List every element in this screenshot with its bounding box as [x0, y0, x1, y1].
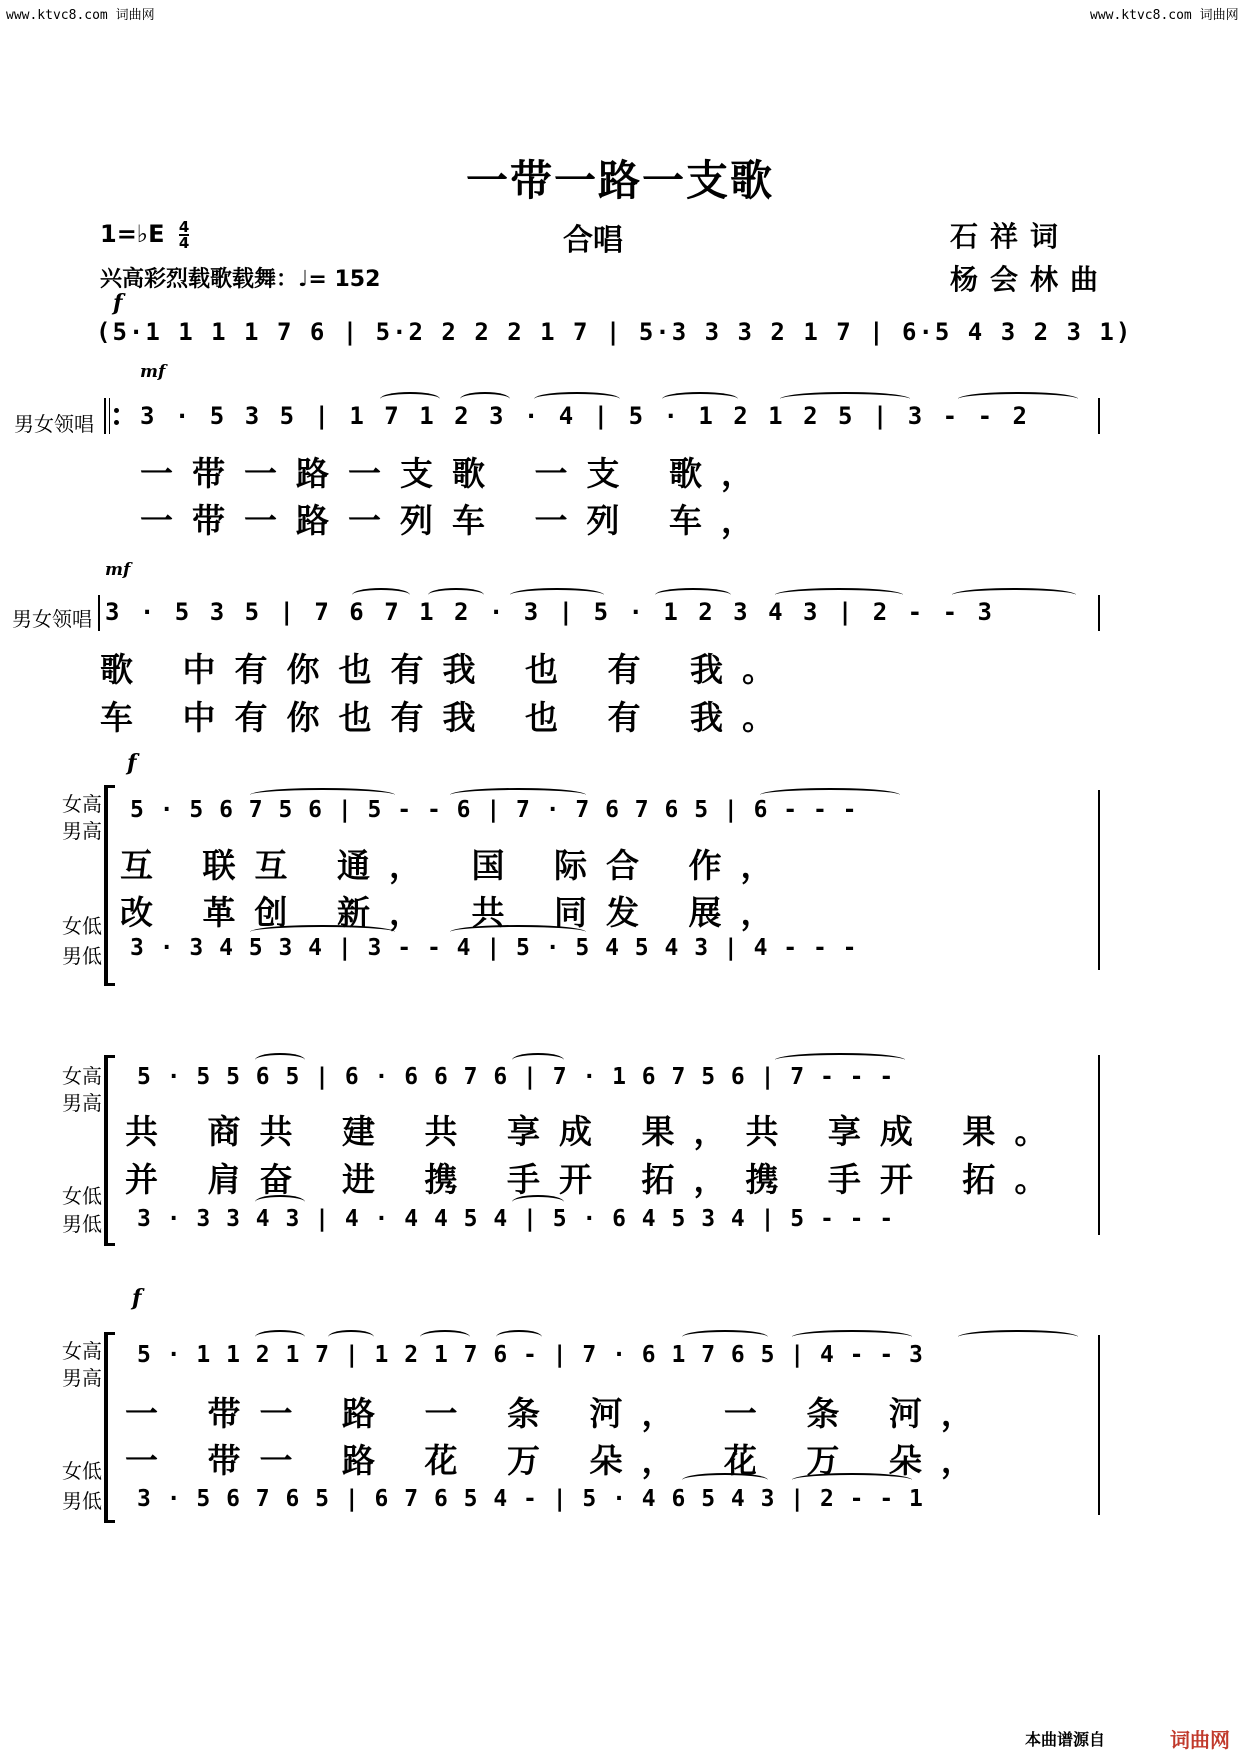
- slur: [496, 1330, 542, 1344]
- part-label: 男女领唱: [12, 607, 92, 631]
- dynamic-mark: f: [113, 290, 123, 316]
- lyric-line-2: 一带一路一列车 一列 车，: [140, 501, 773, 540]
- slur: [775, 1053, 905, 1067]
- choir-bracket: [104, 785, 115, 986]
- lyric-line-2: 改 革创 新， 共 同发 展，: [120, 893, 793, 932]
- slur: [352, 588, 410, 602]
- choir-bracket: [104, 1332, 115, 1523]
- final-barline: [1098, 1335, 1100, 1515]
- header-left: www.ktvc8.com 词曲网: [6, 8, 155, 23]
- slur: [255, 1330, 305, 1344]
- slur: [682, 1330, 768, 1344]
- slur: [958, 392, 1078, 406]
- lyric-line-1: 共 商共 建 共 享成 果，共 享成 果。: [125, 1112, 1067, 1151]
- lower-notes: 3 · 3 4 5 3 4 | 3 - - 4 | 5 · 5 4 5 4 3 | 4 - - -: [130, 935, 858, 961]
- slur: [380, 392, 440, 406]
- tempo-marking: 兴高彩烈载歌载舞：♩= 152: [100, 267, 381, 292]
- upper-notes: 5 · 5 6 7 5 6 | 5 - - 6 | 7 · 7 6 7 6 5 | 6 - - -: [130, 797, 858, 823]
- lyric-line-2: 并 肩奋 进 携 手开 拓，携 手开 拓。: [125, 1160, 1067, 1199]
- footer-brand[interactable]: 词曲网: [1170, 1728, 1230, 1752]
- slur: [512, 1053, 564, 1067]
- slur: [255, 1053, 305, 1067]
- solo-notes: 3 · 5 3 5 | 1 7 1 2 3 · 4 | 5 · 1 2 1 2 5 | 3 - - 2: [140, 402, 1030, 430]
- part-label: 男低: [62, 1212, 102, 1236]
- dynamic-mark: mf: [105, 560, 131, 580]
- repeat-dot: [114, 420, 119, 425]
- slur: [328, 1330, 374, 1344]
- lyricist-credit: 石祥词: [950, 220, 1071, 253]
- footer-source: 本曲谱源自: [1025, 1730, 1106, 1749]
- slur: [460, 392, 510, 406]
- slur: [655, 588, 731, 602]
- slur: [250, 788, 395, 802]
- part-label: 男高: [62, 819, 102, 843]
- part-label: 女低: [62, 914, 102, 938]
- slur: [510, 588, 604, 602]
- repeat-barline: [109, 398, 110, 434]
- key-signature: 1=♭E $\frac{4}{4}$: [100, 218, 190, 252]
- final-barline: [1098, 790, 1100, 970]
- lyric-line-1: 一带一路一支歌 一支 歌，: [140, 454, 773, 493]
- dynamic-mark: mf: [140, 362, 166, 382]
- part-label: 男高: [62, 1366, 102, 1390]
- repeat-barline: [104, 398, 106, 434]
- time-top: 4: [178, 218, 190, 236]
- lyric-line-1: 歌 中有你也有我 也 有 我。: [100, 650, 794, 689]
- part-label: 女高: [62, 792, 102, 816]
- slur: [534, 392, 620, 406]
- repeat-dot: [114, 408, 119, 413]
- lower-notes: 3 · 3 3 4 3 | 4 · 4 4 5 4 | 5 · 6 4 5 3 4 | 5 - - -: [137, 1206, 895, 1232]
- slur: [420, 1330, 470, 1344]
- header-right: www.ktvc8.com 词曲网: [1090, 8, 1239, 23]
- final-barline: [1098, 595, 1100, 631]
- upper-notes: 5 · 5 5 6 5 | 6 · 6 6 7 6 | 7 · 1 6 7 5 6 | 7 - - -: [137, 1064, 895, 1090]
- part-label: 男女领唱: [14, 412, 94, 436]
- slur: [682, 1473, 768, 1487]
- time-bottom: 4: [178, 234, 190, 252]
- slur: [428, 588, 484, 602]
- part-label: 女高: [62, 1064, 102, 1088]
- slur: [780, 392, 910, 406]
- choir-bracket: [104, 1055, 115, 1246]
- slur: [450, 788, 586, 802]
- part-label: 男低: [62, 1489, 102, 1513]
- part-label: 女高: [62, 1339, 102, 1363]
- lyric-line-1: 一 带一 路 一 条 河， 一 条 河，: [125, 1394, 993, 1433]
- part-label: 女低: [62, 1459, 102, 1483]
- dynamic-mark: f: [127, 750, 137, 776]
- final-barline: [1098, 398, 1100, 434]
- slur: [958, 1330, 1078, 1344]
- dynamic-mark: f: [132, 1285, 142, 1311]
- song-subtitle: 合唱: [563, 223, 623, 258]
- lyric-line-2: 一 带一 路 花 万 朵， 花 万 朵，: [125, 1441, 993, 1480]
- part-label: 男高: [62, 1091, 102, 1115]
- slur: [952, 588, 1076, 602]
- intro-notes: (5·1 1 1 1 7 6 | 5·2 2 2 2 1 7 | 5·3 3 3 2 1 7 | 6·5 4 3 2 3 1): [96, 318, 1133, 346]
- composer-credit: 杨会林曲: [950, 263, 1111, 296]
- solo-notes: 3 · 5 3 5 | 7 6 7 1 2 · 3 | 5 · 1 2 3 4 3 | 2 - - 3: [105, 598, 995, 626]
- slur: [792, 1330, 912, 1344]
- slur: [792, 1473, 912, 1487]
- start-barline: [98, 595, 100, 631]
- lyric-line-1: 互 联互 通， 国 际合 作，: [120, 846, 793, 885]
- song-title: 一带一路一支歌: [465, 156, 774, 205]
- lower-notes: 3 · 5 6 7 6 5 | 6 7 6 5 4 - | 5 · 4 6 5 4 3 | 2 - - 1: [137, 1486, 924, 1512]
- slur: [760, 788, 900, 802]
- slur: [775, 588, 903, 602]
- lyric-line-2: 车 中有你也有我 也 有 我。: [100, 698, 794, 737]
- upper-notes: 5 · 1 1 2 1 7 | 1 2 1 7 6 - | 7 · 6 1 7 6 5 | 4 - - 3: [137, 1342, 924, 1368]
- part-label: 女低: [62, 1184, 102, 1208]
- final-barline: [1098, 1055, 1100, 1235]
- slur: [662, 392, 738, 406]
- part-label: 男低: [62, 944, 102, 968]
